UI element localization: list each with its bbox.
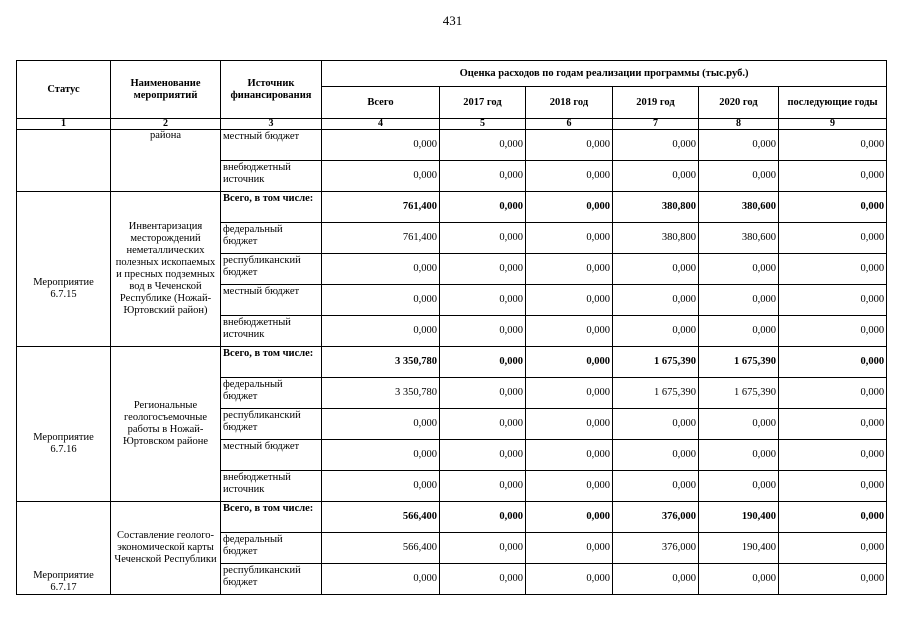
- table-row: [17, 502, 887, 533]
- amount-cell: 0,000: [322, 564, 440, 595]
- amount-cell: 0,000: [779, 161, 887, 192]
- page-number: 431: [442, 13, 463, 28]
- activity-name: Составление геолого-экономической карты Чеченской Республики: [111, 502, 221, 595]
- amount-cell: 380,600: [699, 192, 779, 223]
- funding-source: местный бюджет: [221, 285, 322, 316]
- amount-cell: 0,000: [440, 378, 526, 409]
- amount-cell: 0,000: [526, 378, 613, 409]
- amount-cell: 0,000: [440, 161, 526, 192]
- activity-name: Региональные геологосъемочные работы в Ножай-Юртовском районе: [111, 347, 221, 502]
- funding-source: федеральный бюджет: [221, 378, 322, 409]
- amount-cell: 566,400: [322, 533, 440, 564]
- column-number: 1: [17, 119, 111, 130]
- amount-cell: 190,400: [699, 533, 779, 564]
- funding-source: республиканский бюджет: [221, 564, 322, 595]
- amount-cell: 0,000: [440, 285, 526, 316]
- amount-cell: 0,000: [779, 471, 887, 502]
- amount-cell: 0,000: [779, 223, 887, 254]
- amount-cell: 0,000: [440, 471, 526, 502]
- amount-cell: 0,000: [526, 223, 613, 254]
- amount-cell: 0,000: [440, 254, 526, 285]
- amount-cell: 380,800: [613, 223, 699, 254]
- funding-source: Всего, в том числе:: [221, 502, 322, 533]
- amount-cell: 0,000: [779, 533, 887, 564]
- amount-cell: 0,000: [613, 285, 699, 316]
- funding-source: республиканский бюджет: [221, 409, 322, 440]
- activity-status: Мероприятие 6.7.17: [17, 502, 111, 595]
- header-2017: 2017 год: [440, 87, 526, 119]
- amount-cell: 0,000: [779, 285, 887, 316]
- amount-cell: 3 350,780: [322, 347, 440, 378]
- funding-source: местный бюджет: [221, 130, 322, 161]
- amount-cell: 0,000: [699, 161, 779, 192]
- table-row: [17, 130, 887, 161]
- amount-cell: 0,000: [526, 409, 613, 440]
- activity-status: Мероприятие 6.7.15: [17, 192, 111, 347]
- amount-cell: 3 350,780: [322, 378, 440, 409]
- table-body: [17, 130, 887, 595]
- amount-cell: 0,000: [440, 223, 526, 254]
- amount-cell: 0,000: [526, 347, 613, 378]
- amount-cell: 0,000: [526, 471, 613, 502]
- amount-cell: 0,000: [699, 440, 779, 471]
- amount-cell: 0,000: [526, 254, 613, 285]
- amount-cell: 0,000: [526, 564, 613, 595]
- header-source: Источник финансирования: [221, 61, 322, 119]
- amount-cell: 0,000: [779, 316, 887, 347]
- funding-source: внебюджетный источник: [221, 471, 322, 502]
- amount-cell: 1 675,390: [699, 347, 779, 378]
- amount-cell: 0,000: [699, 564, 779, 595]
- funding-source: республиканский бюджет: [221, 254, 322, 285]
- amount-cell: 0,000: [779, 409, 887, 440]
- amount-cell: 0,000: [613, 440, 699, 471]
- column-number: 4: [322, 119, 440, 130]
- column-number: 5: [440, 119, 526, 130]
- header-2019: 2019 год: [613, 87, 699, 119]
- funding-source: федеральный бюджет: [221, 223, 322, 254]
- amount-cell: 0,000: [613, 409, 699, 440]
- amount-cell: 0,000: [322, 316, 440, 347]
- header-estimate: Оценка расходов по годам реализации программы (тыс.руб.): [322, 61, 887, 87]
- amount-cell: 0,000: [779, 440, 887, 471]
- amount-cell: 761,400: [322, 192, 440, 223]
- funding-source: Всего, в том числе:: [221, 192, 322, 223]
- amount-cell: 0,000: [526, 502, 613, 533]
- amount-cell: 0,000: [779, 347, 887, 378]
- amount-cell: 1 675,390: [613, 378, 699, 409]
- amount-cell: 0,000: [440, 564, 526, 595]
- amount-cell: 0,000: [699, 316, 779, 347]
- column-number: 3: [221, 119, 322, 130]
- column-number: 6: [526, 119, 613, 130]
- amount-cell: 0,000: [779, 378, 887, 409]
- funding-source: федеральный бюджет: [221, 533, 322, 564]
- activity-status: [17, 130, 111, 192]
- amount-cell: 0,000: [779, 564, 887, 595]
- amount-cell: 0,000: [526, 316, 613, 347]
- amount-cell: 0,000: [440, 347, 526, 378]
- amount-cell: 380,600: [699, 223, 779, 254]
- expense-table: [16, 60, 887, 595]
- header-later: последующие годы: [779, 87, 887, 119]
- amount-cell: 0,000: [322, 471, 440, 502]
- amount-cell: 0,000: [613, 161, 699, 192]
- amount-cell: 0,000: [526, 533, 613, 564]
- funding-source: внебюджетный источник: [221, 316, 322, 347]
- amount-cell: 0,000: [526, 192, 613, 223]
- amount-cell: 0,000: [440, 192, 526, 223]
- amount-cell: 0,000: [440, 533, 526, 564]
- header-2020: 2020 год: [699, 87, 779, 119]
- amount-cell: 0,000: [526, 130, 613, 161]
- amount-cell: 376,000: [613, 502, 699, 533]
- activity-name: Инвентаризация месторождений неметаллических полезных ископаемых и пресных подземных вод в Чеченской Республике (Ножай-Юртовский район): [111, 192, 221, 347]
- column-number: 9: [779, 119, 887, 130]
- amount-cell: 1 675,390: [699, 378, 779, 409]
- header-status: Статус: [17, 61, 111, 119]
- amount-cell: 0,000: [322, 254, 440, 285]
- amount-cell: 1 675,390: [613, 347, 699, 378]
- table-row: [17, 347, 887, 378]
- amount-cell: 0,000: [322, 409, 440, 440]
- amount-cell: 0,000: [526, 440, 613, 471]
- amount-cell: 0,000: [779, 502, 887, 533]
- amount-cell: 0,000: [613, 564, 699, 595]
- amount-cell: 0,000: [779, 192, 887, 223]
- amount-cell: 761,400: [322, 223, 440, 254]
- amount-cell: 0,000: [322, 285, 440, 316]
- amount-cell: 190,400: [699, 502, 779, 533]
- amount-cell: 566,400: [322, 502, 440, 533]
- amount-cell: 376,000: [613, 533, 699, 564]
- amount-cell: 0,000: [440, 440, 526, 471]
- amount-cell: 0,000: [699, 130, 779, 161]
- amount-cell: 0,000: [699, 409, 779, 440]
- amount-cell: 0,000: [440, 502, 526, 533]
- amount-cell: 0,000: [699, 254, 779, 285]
- amount-cell: 0,000: [440, 409, 526, 440]
- column-number: 8: [699, 119, 779, 130]
- amount-cell: 0,000: [699, 471, 779, 502]
- header-name: Наименование мероприятий: [111, 61, 221, 119]
- amount-cell: 380,800: [613, 192, 699, 223]
- funding-source: внебюджетный источник: [221, 161, 322, 192]
- activity-status: Мероприятие 6.7.16: [17, 347, 111, 502]
- amount-cell: 0,000: [613, 316, 699, 347]
- amount-cell: 0,000: [440, 130, 526, 161]
- amount-cell: 0,000: [526, 161, 613, 192]
- funding-source: Всего, в том числе:: [221, 347, 322, 378]
- amount-cell: 0,000: [779, 254, 887, 285]
- amount-cell: 0,000: [613, 130, 699, 161]
- column-number: 7: [613, 119, 699, 130]
- activity-name: района: [111, 130, 221, 192]
- amount-cell: 0,000: [322, 440, 440, 471]
- amount-cell: 0,000: [440, 316, 526, 347]
- amount-cell: 0,000: [613, 254, 699, 285]
- amount-cell: 0,000: [779, 130, 887, 161]
- amount-cell: 0,000: [613, 471, 699, 502]
- table-row: [17, 192, 887, 223]
- column-number: 2: [111, 119, 221, 130]
- header-2018: 2018 год: [526, 87, 613, 119]
- header-total: Всего: [322, 87, 440, 119]
- amount-cell: 0,000: [322, 130, 440, 161]
- amount-cell: 0,000: [322, 161, 440, 192]
- amount-cell: 0,000: [699, 285, 779, 316]
- amount-cell: 0,000: [526, 285, 613, 316]
- funding-source: местный бюджет: [221, 440, 322, 471]
